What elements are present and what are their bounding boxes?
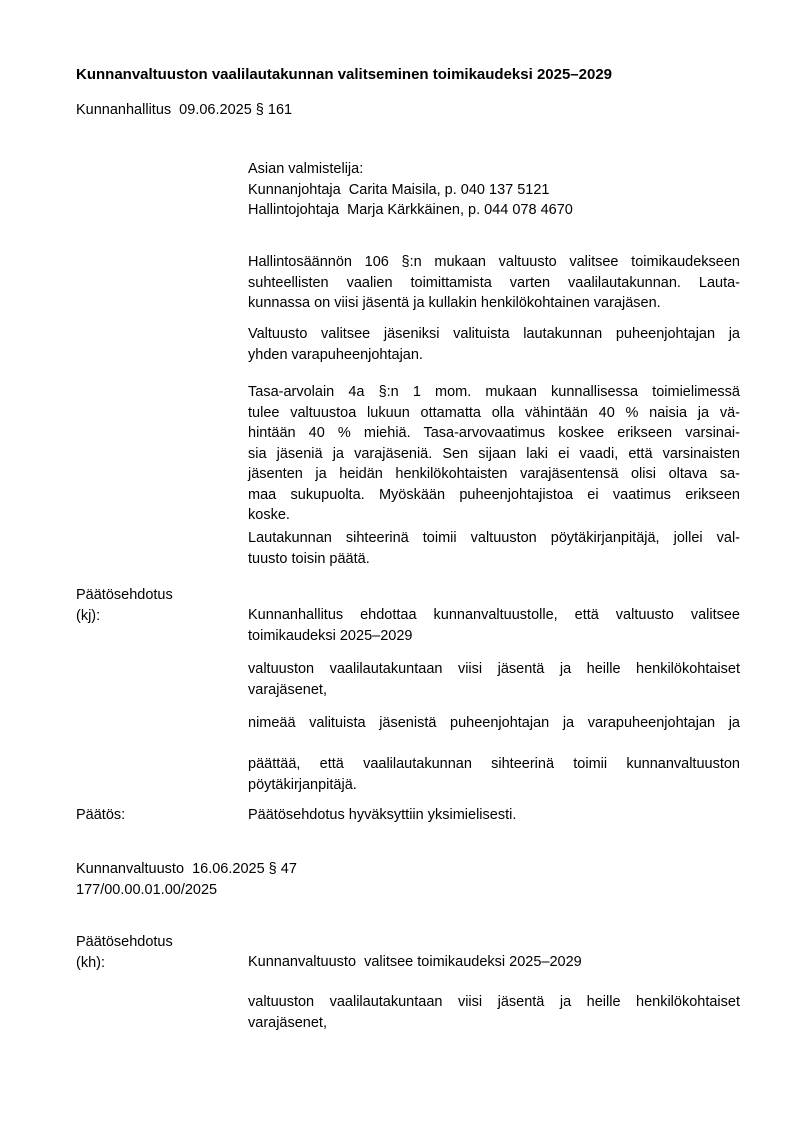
preparer-heading: Asian valmistelija:: [248, 161, 364, 177]
paragraph-line: Hallintosäännön 106 §:n mukaan valtuusto valitsee toimikaudekseen: [248, 254, 740, 270]
body-paragraph-equality: [248, 382, 740, 526]
body-paragraph-chair: [248, 324, 740, 365]
proposal-item-members: [248, 659, 740, 700]
paragraph-line: Tasa-arvolain 4a §:n 1 mom. mukaan kunnallisessa toimielimessä: [248, 384, 740, 400]
proposal-label-line: (kj):: [76, 607, 101, 624]
paragraph-line: sia jäseniä ja varajäseniä. Sen sijaan laki ei vaadi, että varsinaisten: [248, 445, 740, 462]
proposal-item-secretary: [248, 754, 740, 795]
paragraph-line: nimeää valituista jäsenistä puheenjohtajan ja varapuheenjohtajan ja: [248, 715, 740, 731]
paragraph-line: koske.: [248, 507, 290, 523]
body-paragraph-rules: [248, 252, 740, 314]
council-proposal-item-members: [248, 992, 740, 1033]
paragraph-line: maa sukupuolta. Myöskään puheenjohtajistoa ei vaatimus erikseen: [248, 486, 740, 503]
paragraph-line: Valtuusto valitsee jäseniksi valituista lautakunnan puheenjohtajan ja: [248, 326, 740, 342]
paragraph-line: varajäsenet,: [248, 681, 327, 698]
diary-number: 177/00.00.01.00/2025: [76, 881, 218, 898]
proposal-label-kj: [76, 585, 173, 626]
board-section-header: Kunnanhallitus 09.06.2025 § 161: [76, 102, 293, 118]
paragraph-line: kunnassa on viisi jäsentä ja kullakin henkilökohtainen varajäsen.: [248, 295, 661, 311]
preparer-line: Kunnanjohtaja Carita Maisila, p. 040 137 5121: [248, 181, 550, 198]
paragraph-line: toimikaudeksi 2025–2029: [248, 627, 413, 644]
paragraph-line: Kunnanhallitus ehdottaa kunnanvaltuustolle, että valtuusto valitsee: [248, 607, 740, 623]
council-section-header: Kunnanvaltuusto 16.06.2025 § 47: [76, 861, 297, 877]
paragraph-line: pöytäkirjanpitäjä.: [248, 776, 357, 793]
proposal-label-line: Päätösehdotus: [76, 934, 173, 950]
proposal-label-kh: [76, 932, 173, 973]
proposal-label-line: (kh):: [76, 954, 105, 971]
paragraph-line: päättää, että vaalilautakunnan sihteerinä toimii kunnanvaltuuston: [248, 756, 740, 772]
preparer-block: [248, 159, 740, 221]
proposal-label-line: Päätösehdotus: [76, 587, 173, 603]
document-title: Kunnanvaltuuston vaalilautakunnan valitseminen toimikaudeksi 2025–2029: [76, 66, 613, 83]
paragraph-line: jäsenten ja heidän henkilökohtaisten varajäsentensä olisi oltava sa-: [248, 466, 740, 482]
paragraph-line: tulee valtuustoa lukuun ottamatta olla vähintään 40 % naisia ja vä-: [248, 404, 740, 421]
decision-label: Päätös:: [76, 807, 126, 823]
paragraph-line: valtuuston vaalilautakuntaan viisi jäsentä ja heille henkilökohtaiset: [248, 994, 740, 1010]
proposal-text-kj: [248, 605, 740, 646]
preparer-line: Hallintojohtaja Marja Kärkkäinen, p. 044 078 4670: [248, 202, 573, 218]
paragraph-line: yhden varapuheenjohtajan.: [248, 346, 423, 363]
council-section-header-block: [76, 859, 297, 900]
paragraph-line: hintään 40 % miehiä. Tasa-arvovaatimus koskee erikseen varsinai-: [248, 425, 740, 441]
paragraph-line: suhteellisten vaalien toimittamista varten vaalilautakunnan. Lauta-: [248, 274, 740, 291]
paragraph-line: varajäsenet,: [248, 1014, 327, 1031]
paragraph-line: tuusto toisin päätä.: [248, 550, 370, 567]
decision-text: Päätösehdotus hyväksyttiin yksimielisesti.: [248, 807, 517, 823]
paragraph-line: valtuuston vaalilautakuntaan viisi jäsentä ja heille henkilökohtaiset: [248, 661, 740, 677]
proposal-text-kh: Kunnanvaltuusto valitsee toimikaudeksi 2025–2029: [248, 954, 582, 970]
proposal-item-chairs: [248, 713, 740, 734]
body-paragraph-secretary: [248, 528, 740, 569]
paragraph-line: Lautakunnan sihteerinä toimii valtuuston pöytäkirjanpitäjä, jollei val-: [248, 530, 740, 546]
